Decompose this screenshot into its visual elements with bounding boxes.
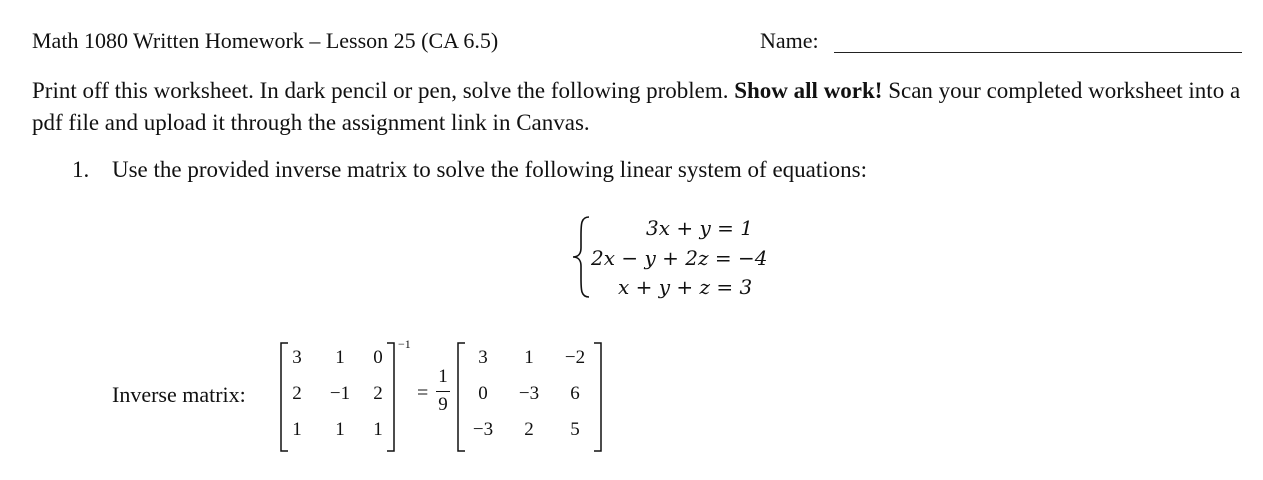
fraction-denominator: 9 (438, 394, 448, 415)
matrix-inverse-entry: 3 (478, 347, 488, 368)
matrix-a-entry: 1 (292, 419, 302, 440)
worksheet-title: Math 1080 Written Homework – Lesson 25 (CA 6.5) (32, 28, 499, 53)
matrix-a-entry: 3 (292, 347, 302, 368)
matrix-inverse-entry: 1 (524, 347, 534, 368)
matrix-a-entry: −1 (329, 383, 351, 404)
name-blank-line (834, 52, 1242, 53)
inverse-exponent: −1 (398, 337, 411, 351)
equation-1: 3x + y = 1 (646, 216, 753, 240)
inverse-matrix-label: Inverse matrix: (112, 382, 246, 407)
equation-3: x + y + z = 3 (618, 275, 753, 299)
matrix-inverse-entry: 6 (570, 383, 580, 404)
instructions-text-2: Scan your completed worksheet into a pdf file and upload it through the assignment link in Canvas. (32, 78, 1241, 135)
matrix-a-entry: 0 (373, 347, 383, 368)
matrix-a-entry: 1 (335, 347, 345, 368)
fraction-numerator: 1 (438, 366, 448, 387)
instructions-text-1: Print off this worksheet. In dark pencil or pen, solve the following problem. (32, 78, 735, 103)
matrix-a-entry: 1 (335, 419, 345, 440)
name-label: Name: (760, 28, 819, 53)
matrix-inverse-entry: 2 (524, 419, 534, 440)
matrix-inverse-entry: −2 (564, 347, 586, 368)
matrix-inverse-entry: 5 (570, 419, 580, 440)
left-brace-icon (570, 214, 592, 300)
equals-sign: = (417, 382, 429, 404)
instructions-bold-text: Show all work! (734, 78, 883, 103)
right-bracket-icon (592, 341, 604, 453)
equation-2: 2x − y + 2z = −4 (591, 246, 768, 270)
matrix-inverse-entry: −3 (518, 383, 540, 404)
matrix-inverse-entry: 0 (478, 383, 488, 404)
matrix-inverse-entry: −3 (472, 419, 494, 440)
problem-number: 1. (72, 157, 90, 182)
matrix-a-entry: 1 (373, 419, 383, 440)
matrix-a-entry: 2 (373, 383, 383, 404)
matrix-a-entry: 2 (292, 383, 302, 404)
problem-statement: Use the provided inverse matrix to solve the following linear system of equations: (112, 157, 868, 182)
instructions-paragraph (32, 75, 1242, 139)
fraction-bar (436, 391, 450, 392)
